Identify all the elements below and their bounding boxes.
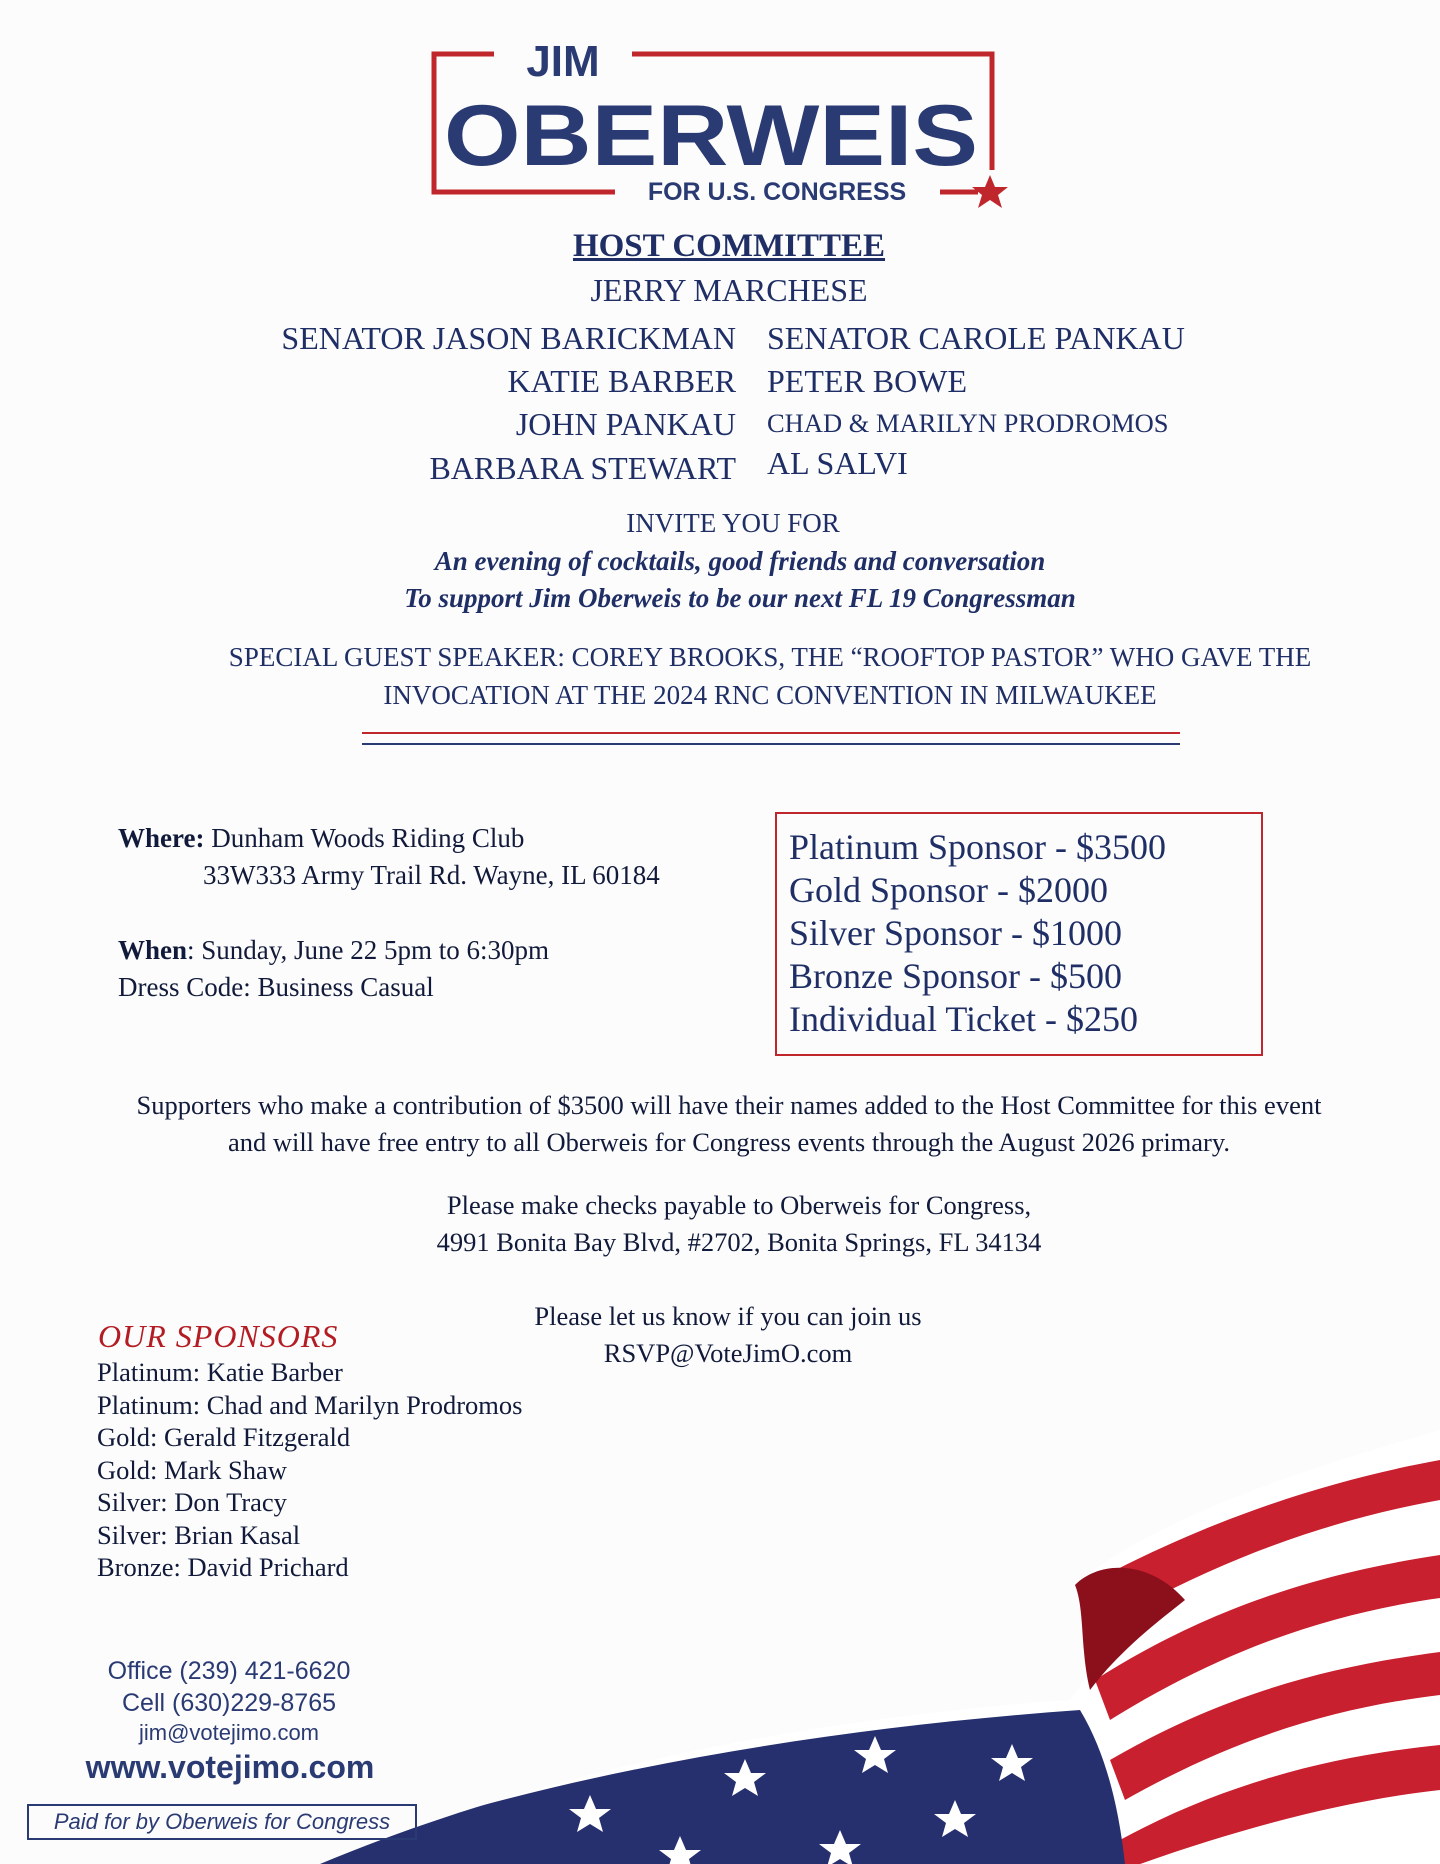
host-name-right: AL SALVI <box>767 445 908 481</box>
sponsor-item: Platinum: Chad and Marilyn Prodromos <box>97 1389 523 1420</box>
host-name-right: CHAD & MARILYN PRODROMOS <box>767 408 1169 438</box>
host-name-right: PETER BOWE <box>767 363 967 399</box>
host-name-left: BARBARA STEWART <box>429 450 736 486</box>
where-address: 33W333 Army Trail Rd. Wayne, IL 60184 <box>203 860 660 890</box>
tier-item: Individual Ticket - $250 <box>789 999 1138 1039</box>
office-phone: Office (239) 421-6620 <box>107 1657 351 1685</box>
rsvp-email[interactable]: RSVP@VoteJimO.com <box>603 1338 853 1368</box>
paid-for-disclaimer: Paid for by Oberweis for Congress <box>27 1804 417 1840</box>
contribution-line: and will have free entry to all Oberweis for Congress events through the August 2026 primary. <box>227 1127 1231 1157</box>
where-venue: Dunham Woods Riding Club <box>211 823 525 853</box>
invite-line: INVITE YOU FOR <box>626 508 840 538</box>
where-label: Where: <box>118 823 205 853</box>
invite-purpose: To support Jim Oberweis to be our next FL 19 Congressman <box>404 583 1076 613</box>
sponsor-item: Platinum: Katie Barber <box>97 1357 343 1387</box>
when-label: When <box>118 935 188 965</box>
host-committee-heading: HOST COMMITTEE <box>572 228 886 264</box>
logo-first-name: JIM <box>526 38 600 86</box>
logo-last-name: OBERWEIS <box>444 88 978 184</box>
tier-item: Platinum Sponsor - $3500 <box>789 827 1167 867</box>
cell-phone: Cell (630)229-8765 <box>121 1689 337 1717</box>
invite-description: An evening of cocktails, good friends and conversation <box>434 546 1046 576</box>
our-sponsors-heading: OUR SPONSORS <box>98 1318 339 1354</box>
special-guest: SPECIAL GUEST SPEAKER: COREY BROOKS, THE “ROOFTOP PASTOR” WHO GAVE THE INVOCATION AT THE 2024 RNC CONVENTION IN MILWAUKEE <box>228 642 1312 710</box>
host-name-left: SENATOR JASON BARICKMAN <box>281 320 736 356</box>
host-name-left: JOHN PANKAU <box>515 406 736 442</box>
checks-address: 4991 Bonita Bay Blvd, #2702, Bonita Springs, FL 34134 <box>436 1227 1042 1257</box>
tier-item: Gold Sponsor - $2000 <box>789 870 1109 910</box>
sponsor-item: Silver: Brian Kasal <box>97 1519 301 1550</box>
sponsor-item: Bronze: David Prichard <box>97 1552 349 1582</box>
logo-tagline: FOR U.S. CONGRESS <box>647 178 907 206</box>
checks-line: Please make checks payable to Oberweis for Congress, <box>446 1190 1032 1220</box>
host-lead-name: JERRY MARCHESE <box>590 272 868 308</box>
dress-code: Dress Code: Business Casual <box>118 972 434 1002</box>
contact-email[interactable]: jim@votejimo.com <box>138 1720 320 1745</box>
contribution-line: Supporters who make a contribution of $3500 will have their names added to the Host Committee for this event <box>136 1090 1322 1120</box>
sponsor-list <box>97 1356 522 1584</box>
host-name-right: SENATOR CAROLE PANKAU <box>767 320 1185 356</box>
tier-item: Silver Sponsor - $1000 <box>789 913 1122 953</box>
sponsor-item: Gold: Mark Shaw <box>97 1454 287 1485</box>
sponsor-item: Silver: Don Tracy <box>97 1487 287 1517</box>
host-name-left: KATIE BARBER <box>507 363 736 399</box>
when-value: : Sunday, June 22 5pm to 6:30pm <box>187 935 550 965</box>
tier-item: Bronze Sponsor - $500 <box>789 956 1122 996</box>
rsvp-line: Please let us know if you can join us <box>534 1301 922 1331</box>
sponsor-item: Gold: Gerald Fitzgerald <box>97 1422 351 1452</box>
website-link[interactable]: www.votejimo.com <box>85 1749 375 1785</box>
